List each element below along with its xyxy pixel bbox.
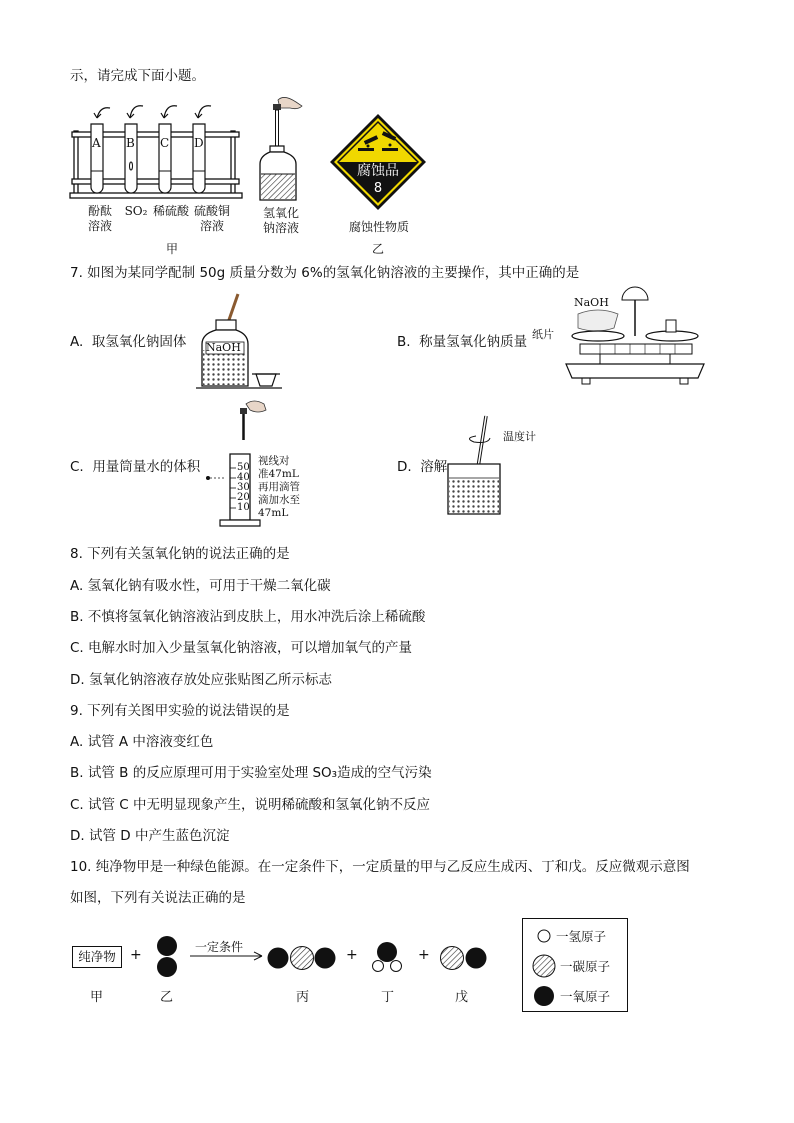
q7-option-b (397, 333, 527, 351)
name-ding: 丁 (381, 990, 395, 1005)
q7-option-a (70, 333, 186, 351)
sign-text: 腐蚀品 (357, 163, 399, 179)
q8-stem: 8. 下列有关氢氧化钠的说法正确的是 (70, 546, 290, 562)
tube-label-so2: SO₂ (124, 204, 148, 218)
corrosive-sign-icon (328, 112, 428, 212)
q9-option-d: D. 试管 D 中产生蓝色沉淀 (70, 828, 230, 844)
note-line-4: 滴加水至 (258, 494, 300, 506)
q7-option-d-letter: D. (397, 459, 412, 475)
legend-oxygen: 一氧原子 (560, 989, 611, 1004)
tube-letter-b: B (126, 136, 135, 150)
sign-label: 腐蚀性物质 (348, 220, 409, 234)
q7-option-d-text: 溶解 (420, 459, 448, 475)
plus-1: + (130, 947, 142, 963)
scale-10: 10 (237, 502, 250, 513)
tube-letter-a: A (92, 136, 101, 150)
tube-label-phenolphthalein: 酚酞 溶液 (87, 204, 112, 233)
q7-fig-c-scale (237, 463, 250, 513)
q7-fig-b-naoh-label: NaOH (574, 296, 609, 309)
intro-text: 示，请完成下面小题。 (70, 68, 205, 84)
figure-jia-caption: 甲 (166, 242, 179, 256)
pure-substance-box: 纯净物 (72, 946, 122, 968)
q7-stem: 7. 如图为某同学配制 50g 质量分数为 6%的氢氧化钠溶液的主要操作，其中正确的是 (70, 265, 580, 281)
q9-option-a: A. 试管 A 中溶液变红色 (70, 734, 214, 750)
q7-option-c (70, 458, 200, 476)
legend-carbon: 一碳原子 (560, 959, 611, 974)
tube-label-sulfuric-acid: 稀硫酸 (152, 204, 189, 218)
figure-yi-caption: 乙 (372, 242, 385, 256)
plus-2: + (346, 947, 358, 963)
q7-option-b-text: 称量氢氧化钠质量 (419, 334, 528, 350)
scale-20: 20 (237, 492, 250, 503)
plus-3: + (418, 947, 430, 963)
q8-option-d: D. 氢氧化钠溶液存放处应张贴图乙所示标志 (70, 672, 332, 688)
name-jia: 甲 (90, 990, 104, 1005)
q9-option-c: C. 试管 C 中无明显现象产生，说明稀硫酸和氢氧化钠不反应 (70, 797, 431, 813)
q7-option-c-text: 用量筒量水的体积 (92, 459, 201, 475)
note-line-5: 47mL (258, 507, 289, 519)
q7-option-b-letter: B. (397, 334, 411, 350)
dropper-label: 氢氧化 钠溶液 (262, 206, 299, 235)
q9-stem: 9. 下列有关图甲实验的说法错误的是 (70, 703, 290, 719)
note-line-2: 准47mL (258, 468, 299, 480)
name-wu: 戊 (455, 990, 469, 1005)
tube-letter-d: D (194, 136, 204, 150)
q8-option-b: B. 不慎将氢氧化钠溶液沾到皮肤上，用水冲洗后涂上稀硫酸 (70, 609, 426, 625)
q7-fig-c-note (258, 455, 300, 520)
legend-hydrogen: 一氢原子 (556, 929, 607, 944)
q7-fig-d-label: 温度计 (503, 430, 536, 443)
q7-option-a-letter: A. (70, 334, 84, 350)
q7-fig-b-paper-label: 纸片 (532, 328, 554, 341)
q8-option-a: A. 氢氧化钠有吸水性，可用于干燥二氧化碳 (70, 578, 331, 594)
q10-stem-line-2: 如图，下列有关说法正确的是 (70, 890, 246, 906)
name-yi: 乙 (160, 990, 174, 1005)
reaction-condition: 一定条件 (195, 940, 244, 954)
q7-option-c-letter: C. (70, 459, 84, 475)
sign-number: 8 (373, 181, 383, 196)
q7-fig-c-graduated-cylinder (206, 398, 266, 530)
figure-dropper-bottle (258, 96, 306, 206)
name-bing: 丙 (296, 990, 310, 1005)
tube-label-copper-sulfate: 硫酸铜 溶液 (193, 204, 230, 233)
scale-50: 50 (237, 462, 250, 473)
note-line-1: 视线对 (258, 455, 290, 467)
q7-option-d (397, 458, 447, 476)
q10-stem-line-1: 10. 纯净物甲是一种绿色能源。在一定条件下，一定质量的甲与乙反应生成丙、丁和戊。反应微观示意图 (70, 859, 690, 875)
note-line-3: 再用滴管 (258, 481, 300, 493)
q7-option-a-text: 取氢氧化钠固体 (91, 334, 187, 350)
q8-option-c: C. 电解水时加入少量氢氧化钠溶液，可以增加氧气的产量 (70, 640, 413, 656)
reaction-diagram (150, 934, 490, 980)
tube-letter-c: C (160, 136, 170, 150)
q9-option-b: B. 试管 B 的反应原理可用于实验室处理 SO₃造成的空气污染 (70, 765, 432, 781)
q7-fig-a-label: NaOH (206, 341, 241, 354)
figure-jia-test-tubes (70, 96, 245, 206)
scale-40: 40 (237, 472, 250, 483)
scale-30: 30 (237, 482, 250, 493)
